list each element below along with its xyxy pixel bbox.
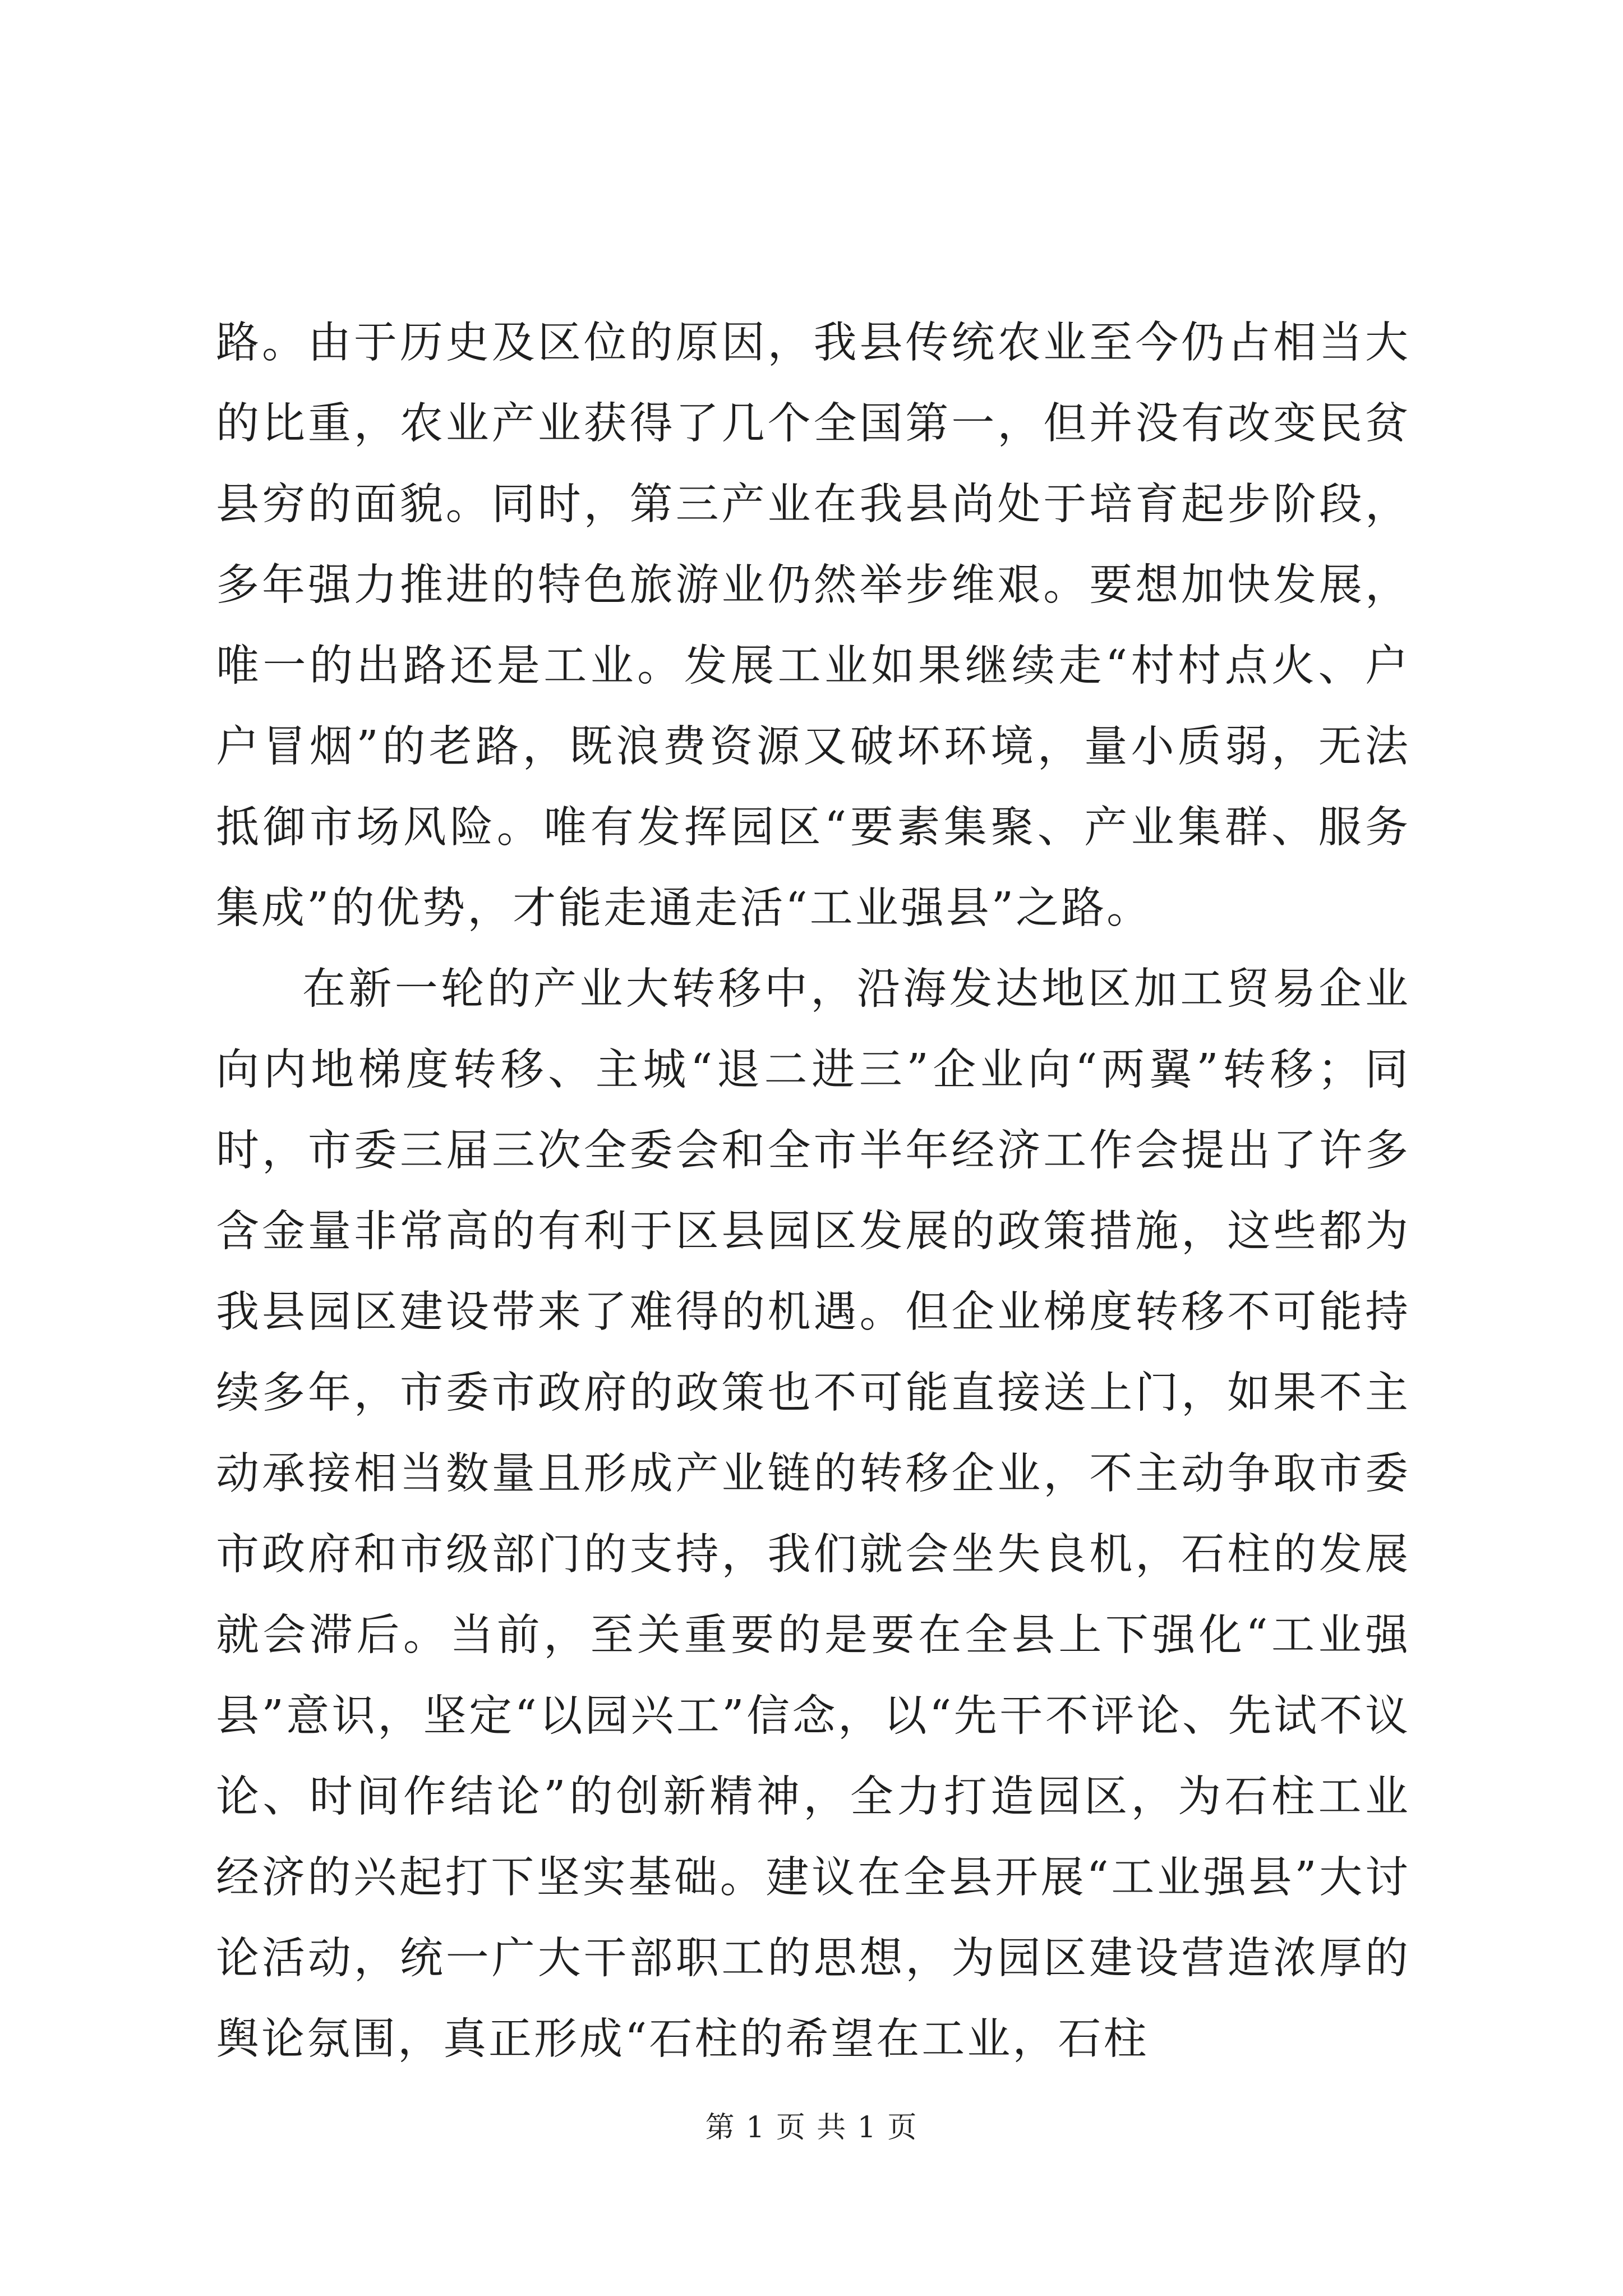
paragraph-1: 路。由于历史及区位的原因，我县传统农业至今仍占相当大的比重，农业产业获得了几个全国第一，但并没有改变民贫县穷的面貌。同时，第三产业在我县尚处于培育起步阶段，多年强力推进的特色旅游业仍然举步维艰。要想加快发展，唯一的出路还是工业。发展工业如果继续走“村村点火、户户冒烟”的老路，既浪费资源又破坏环境，量小质弱，无法抵御市场风险。唯有发挥园区“要素集聚、产业集群、服务集成”的优势，才能走通走活“工业强县”之路。 [216,318,1410,933]
paragraph-2: 在新一轮的产业大转移中，沿海发达地区加工贸易企业向内地梯度转移、主城“退二进三”企业向“两翼”转移；同时，市委三届三次全委会和全市半年经济工作会提出了许多含金量非常高的有利于区县园区发展的政策措施，这些都为我县园区建设带来了难得的机遇。但企业梯度转移不可能持续多年，市委市政府的政策也不可能直接送上门，如果不主动承接相当数量且形成产业链的转移企业，不主动争取市委市政府和市级部门的支持，我们就会坐失良机，石柱的发展就会滞后。当前，至关重要的是要在全县上下强化“工业强县”意识，坚定“以园兴工”信念，以“先干不评论、先试不议论、时间作结论”的创新精神，全力打造园区，为石柱工业经济的兴起打下坚实基础。建议在全县开展“工业强县”大讨论活动，统一广大干部职工的思想，为园区建设营造浓厚的舆论氛围，真正形成“石柱的希望在工业，石柱 [216,964,1410,2064]
page-number-footer: 第 1 页 共 1 页 [705,2111,918,2145]
document-body [216,303,1410,2080]
